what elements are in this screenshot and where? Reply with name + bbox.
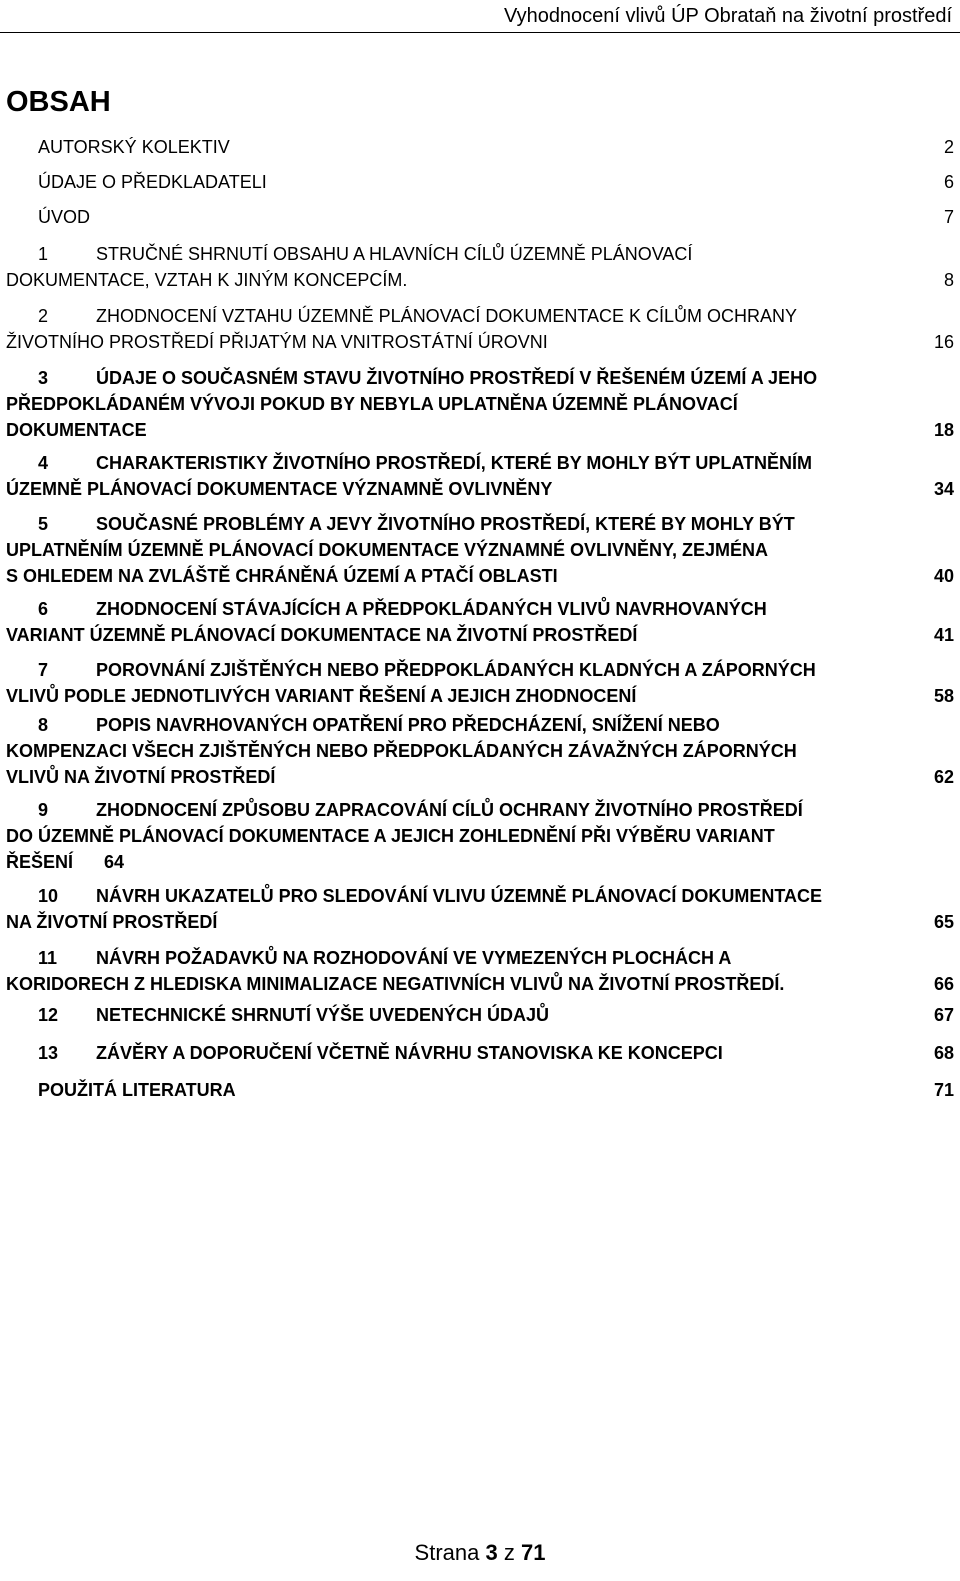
toc-entry-line	[0, 971, 960, 997]
toc-entry-text: SOUČASNÉ PROBLÉMY A JEVY ŽIVOTNÍHO PROSTŘEDÍ, KTERÉ BY MOHLY BÝT	[96, 514, 795, 534]
toc-entry-line	[0, 303, 960, 329]
toc-entry-line	[0, 764, 960, 790]
toc-entry[interactable]	[0, 1077, 960, 1103]
toc-entry-line	[0, 1040, 960, 1066]
toc-entry-page: 66	[933, 974, 954, 994]
toc-entry-text: S OHLEDEM NA ZVLÁŠTĚ CHRÁNĚNÁ ÚZEMÍ A PTAČÍ OBLASTI	[6, 566, 558, 586]
footer-current-page: 3	[485, 1540, 498, 1565]
toc-entry[interactable]	[0, 241, 960, 293]
running-header: Vyhodnocení vlivů ÚP Obrataň na životní prostředí	[503, 5, 952, 27]
toc-entry-line	[0, 823, 960, 849]
toc-entry-number: 3	[38, 368, 49, 388]
toc-entry-page: 58	[933, 686, 954, 706]
toc-entry-text: POROVNÁNÍ ZJIŠTĚNÝCH NEBO PŘEDPOKLÁDANÝCH KLADNÝCH A ZÁPORNÝCH	[96, 660, 816, 680]
toc-entry-text: ŘEŠENÍ	[6, 852, 74, 872]
toc-entry-line	[0, 329, 960, 355]
toc-entry-line	[0, 849, 960, 875]
toc-entry-page: 71	[933, 1080, 954, 1100]
footer-separator: z	[503, 1540, 515, 1565]
toc-entry[interactable]	[0, 1002, 960, 1028]
toc-entry-line	[0, 909, 960, 935]
toc-entry-number: 9	[38, 800, 49, 820]
toc-entry-line	[0, 563, 960, 589]
toc-entry-text: ÚVOD	[38, 207, 91, 227]
toc-entry-text: POUŽITÁ LITERATURA	[38, 1080, 236, 1100]
toc-entry-text: ZHODNOCENÍ VZTAHU ÚZEMNĚ PLÁNOVACÍ DOKUMENTACE K CÍLŮM OCHRANY	[96, 306, 798, 326]
toc-entry-text: ZHODNOCENÍ ZPŮSOBU ZAPRACOVÁNÍ CÍLŮ OCHRANY ŽIVOTNÍHO PROSTŘEDÍ	[96, 800, 803, 820]
toc-entry-text: VLIVŮ NA ŽIVOTNÍ PROSTŘEDÍ	[6, 767, 276, 787]
toc-entry-line	[0, 945, 960, 971]
toc-entry-text: CHARAKTERISTIKY ŽIVOTNÍHO PROSTŘEDÍ, KTERÉ BY MOHLY BÝT UPLATNĚNÍM	[96, 453, 813, 473]
toc-entry-text: ÚDAJE O PŘEDKLADATELI	[38, 172, 267, 192]
toc-entry-page: 18	[933, 420, 954, 440]
toc-entry-page: 67	[933, 1005, 954, 1025]
toc-entry-text: UPLATNĚNÍM ÚZEMNĚ PLÁNOVACÍ DOKUMENTACE VÝZNAMNÉ OVLIVNĚNY, ZEJMÉNA	[6, 540, 769, 560]
toc-entry-line	[0, 596, 960, 622]
toc-entry-line	[0, 537, 960, 563]
toc-entry-line	[0, 450, 960, 476]
toc-entry-text: VARIANT ÚZEMNĚ PLÁNOVACÍ DOKUMENTACE NA ŽIVOTNÍ PROSTŘEDÍ	[6, 625, 638, 645]
toc-entry-text: NA ŽIVOTNÍ PROSTŘEDÍ	[6, 912, 218, 932]
toc-entry-text: AUTORSKÝ KOLEKTIV	[38, 137, 230, 157]
toc-entry[interactable]	[0, 657, 960, 709]
footer-total-pages: 71	[520, 1540, 546, 1565]
toc-entry-text: ÚDAJE O SOUČASNÉM STAVU ŽIVOTNÍHO PROSTŘEDÍ V ŘEŠENÉM ÚZEMÍ A JEHO	[96, 368, 818, 388]
toc-entry-text: ZÁVĚRY A DOPORUČENÍ VČETNĚ NÁVRHU STANOVISKA KE KONCEPCI	[96, 1043, 723, 1063]
toc-entry-line	[0, 1077, 960, 1103]
toc-entry[interactable]	[0, 303, 960, 355]
toc-entry-page: 34	[933, 479, 954, 499]
toc-entry-line	[0, 511, 960, 537]
toc-entry-page: 16	[933, 332, 954, 352]
toc-entry-number: 10	[38, 886, 59, 906]
toc-entry-text: POPIS NAVRHOVANÝCH OPATŘENÍ PRO PŘEDCHÁZENÍ, SNÍŽENÍ NEBO	[96, 715, 720, 735]
toc-entry-page: 8	[943, 270, 954, 290]
toc-title: OBSAH	[6, 86, 111, 118]
toc-entry-text: KORIDORECH Z HLEDISKA MINIMALIZACE NEGATIVNÍCH VLIVŮ NA ŽIVOTNÍ PROSTŘEDÍ.	[6, 974, 785, 994]
toc-entry-text: VLIVŮ PODLE JEDNOTLIVÝCH VARIANT ŘEŠENÍ A JEJICH ZHODNOCENÍ	[6, 686, 637, 706]
toc-entry-page: 62	[933, 767, 954, 787]
toc-entry-number: 5	[38, 514, 49, 534]
toc-entry-line	[0, 365, 960, 391]
toc-entry-page: 40	[933, 566, 954, 586]
toc-entry-text: ÚZEMNĚ PLÁNOVACÍ DOKUMENTACE VÝZNAMNĚ OVLIVNĚNY	[6, 479, 553, 499]
toc-entry-text: DOKUMENTACE, VZTAH K JINÝM KONCEPCÍM.	[6, 270, 408, 290]
toc-entry[interactable]	[0, 134, 960, 160]
header-rule	[0, 32, 960, 33]
toc-entry-line	[0, 738, 960, 764]
toc-entry-line	[0, 1002, 960, 1028]
toc-entry[interactable]	[0, 450, 960, 502]
toc-entry-page: 64	[104, 852, 125, 872]
toc-entry-line	[0, 683, 960, 709]
page-footer	[0, 1539, 960, 1567]
toc-entry-page: 68	[933, 1043, 954, 1063]
toc-entry-number: 2	[38, 306, 49, 326]
toc-entry[interactable]	[0, 1040, 960, 1066]
toc-entry-number: 8	[38, 715, 49, 735]
toc-entry-number: 4	[38, 453, 49, 473]
toc-entry-text: DO ÚZEMNĚ PLÁNOVACÍ DOKUMENTACE A JEJICH ZOHLEDNĚNÍ PŘI VÝBĚRU VARIANT	[6, 826, 775, 846]
toc-entry-text: DOKUMENTACE	[6, 420, 147, 440]
toc-entry[interactable]	[0, 712, 960, 790]
toc-entry-number: 1	[38, 244, 49, 264]
toc-entry-page: 6	[943, 172, 954, 192]
toc-entry-line	[0, 391, 960, 417]
toc-entry-number: 12	[38, 1005, 59, 1025]
toc-entry-text: NÁVRH POŽADAVKŮ NA ROZHODOVÁNÍ VE VYMEZENÝCH PLOCHÁCH A	[96, 948, 732, 968]
toc-entry-text: NÁVRH UKAZATELŮ PRO SLEDOVÁNÍ VLIVU ÚZEMNĚ PLÁNOVACÍ DOKUMENTACE	[96, 886, 823, 906]
toc-entry-page: 2	[943, 137, 954, 157]
toc-entry-line	[0, 712, 960, 738]
toc-entry-line	[0, 134, 960, 160]
toc-entry[interactable]	[0, 365, 960, 443]
toc-entry-line	[0, 657, 960, 683]
toc-entry[interactable]	[0, 945, 960, 997]
toc-entry-text: ŽIVOTNÍHO PROSTŘEDÍ PŘIJATÝM NA VNITROSTÁTNÍ ÚROVNI	[6, 332, 548, 352]
toc-entry-text: STRUČNÉ SHRNUTÍ OBSAHU A HLAVNÍCH CÍLŮ ÚZEMNĚ PLÁNOVACÍ	[96, 244, 693, 264]
toc-entry-number: 11	[38, 948, 58, 968]
toc-entry-text: NETECHNICKÉ SHRNUTÍ VÝŠE UVEDENÝCH ÚDAJŮ	[96, 1005, 550, 1025]
toc-entry[interactable]	[0, 883, 960, 935]
toc-entry-line	[0, 267, 960, 293]
toc-entry[interactable]	[0, 204, 960, 230]
toc-entry-page: 7	[943, 207, 954, 227]
toc-entry-line	[0, 622, 960, 648]
toc-entry-number: 7	[38, 660, 49, 680]
toc-entry-line	[0, 169, 960, 195]
toc-entry-line	[0, 883, 960, 909]
toc-entry[interactable]	[0, 511, 960, 589]
toc-entry-line	[0, 241, 960, 267]
toc-entry-number: 13	[38, 1043, 59, 1063]
toc-entry-text: ZHODNOCENÍ STÁVAJÍCÍCH A PŘEDPOKLÁDANÝCH VLIVŮ NAVRHOVANÝCH	[96, 599, 767, 619]
toc-entry-line	[0, 797, 960, 823]
toc-entry[interactable]	[0, 596, 960, 648]
toc-entry-line	[0, 417, 960, 443]
footer-prefix: Strana	[414, 1540, 480, 1565]
toc-entry-text: PŘEDPOKLÁDANÉM VÝVOJI POKUD BY NEBYLA UPLATNĚNA ÚZEMNĚ PLÁNOVACÍ	[6, 394, 738, 414]
toc-entry-line	[0, 204, 960, 230]
toc-entry-text: KOMPENZACI VŠECH ZJIŠTĚNÝCH NEBO PŘEDPOKLÁDANÝCH ZÁVAŽNÝCH ZÁPORNÝCH	[6, 741, 797, 761]
toc-entry-page: 41	[933, 625, 954, 645]
toc-entry[interactable]	[0, 169, 960, 195]
toc-entry-line	[0, 476, 960, 502]
toc-entry-number: 6	[38, 599, 49, 619]
toc-entry[interactable]	[0, 797, 960, 875]
toc-entry-page: 65	[933, 912, 954, 932]
